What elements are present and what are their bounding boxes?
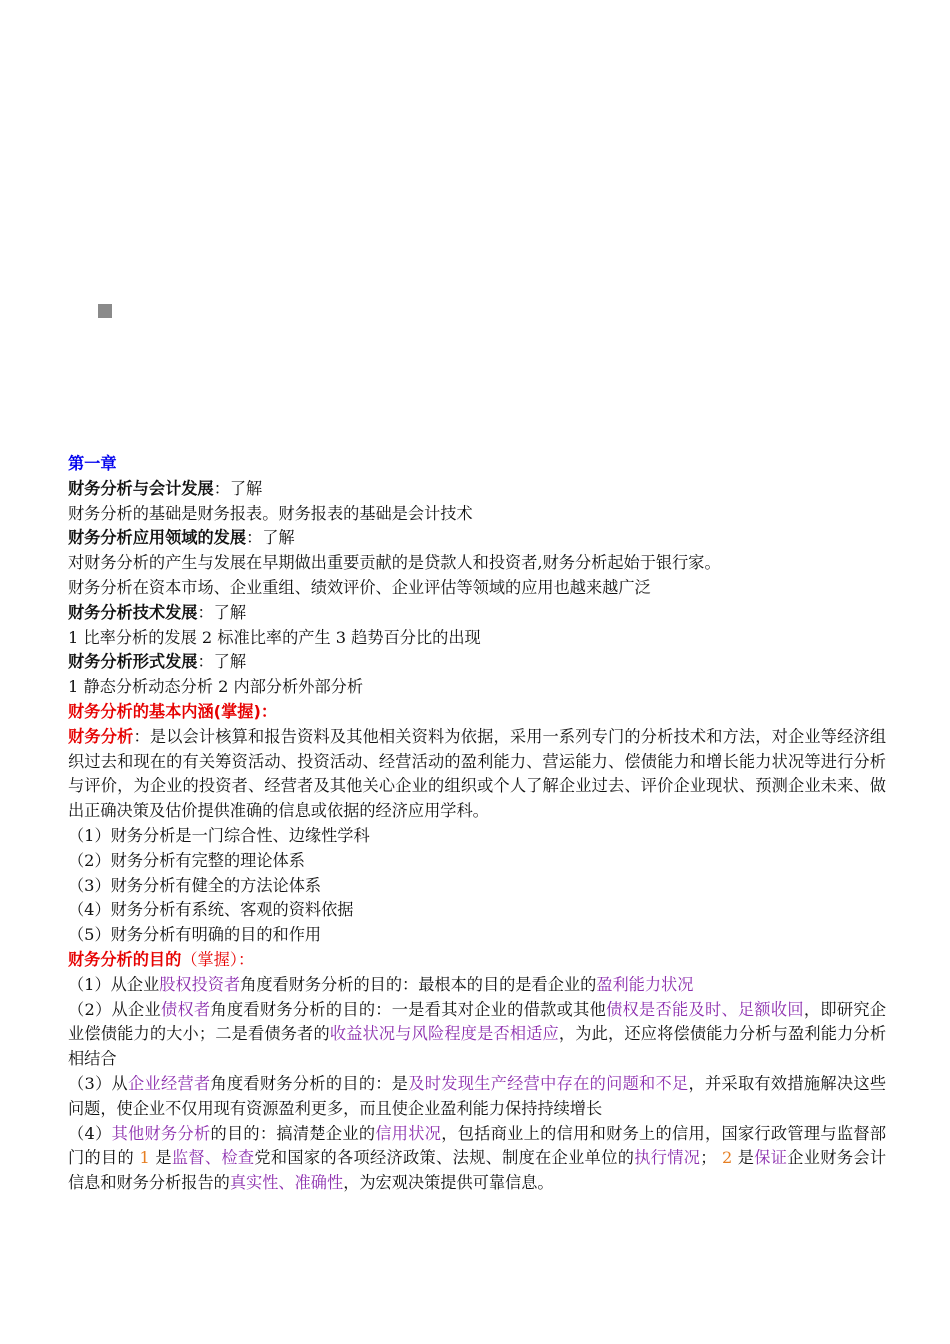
list-item: （2）财务分析有完整的理论体系	[68, 850, 305, 870]
purpose-paragraph-4: （4）其他财务分析的目的：搞清楚企业的信用状况，包括商业上的信用和财务上的信用，国家行政管理与监督部门的目的 1 是监督、检查党和国家的各项经济政策、法规、制度在企业单位的执行情况； 2 是保证企业财务会计信息和财务分析报告的真实性、准确性，为宏观决策提供可靠信息。	[68, 1123, 887, 1193]
section-text: 财务分析在资本市场、企业重组、绩效评价、企业评估等领域的应用也越来越广泛	[68, 577, 651, 597]
bullet-square-icon	[98, 304, 112, 318]
section-heading: 财务分析形式发展：了解	[68, 652, 247, 672]
list-item: （3）财务分析有健全的方法论体系	[68, 875, 322, 895]
list-item: （1）财务分析是一门综合性、边缘性学科	[68, 825, 370, 845]
section-heading: 财务分析应用领域的发展：了解	[68, 528, 295, 548]
section-heading-key: 财务分析的基本内涵(掌握)：	[68, 701, 278, 721]
purpose-paragraph-1: （1）从企业股权投资者角度看财务分析的目的：最根本的目的是看企业的盈利能力状况	[68, 974, 694, 994]
section-heading: 财务分析技术发展：了解	[68, 602, 247, 622]
purpose-paragraph-2: （2）从企业债权者角度看财务分析的目的：一是看其对企业的借款或其他债权是否能及时、足额收回，即研究企业偿债能力的大小；二是看债务者的收益状况与风险程度是否相适应，为此，还应将偿债能力分析与盈利能力分析相结合	[68, 999, 887, 1069]
chapter-title: 第一章	[68, 454, 117, 473]
list-item: （4）财务分析有系统、客观的资料依据	[68, 900, 354, 920]
section-text: 1 静态分析动态分析 2 内部分析外部分析	[68, 677, 364, 697]
section-heading: 财务分析与会计发展：了解	[68, 478, 263, 498]
section-text: 财务分析的基础是财务报表。财务报表的基础是会计技术	[68, 503, 473, 523]
purpose-paragraph-3: （3）从企业经营者角度看财务分析的目的：是及时发现生产经营中存在的问题和不足，并采取有效措施解决这些问题，使企业不仅用现有资源盈利更多，而且使企业盈利能力保持持续增长	[68, 1073, 887, 1118]
section-text: 1 比率分析的发展 2 标准比率的产生 3 趋势百分比的出现	[68, 627, 481, 647]
section-heading-key: 财务分析的目的（掌握）：	[68, 949, 255, 969]
document-body	[68, 452, 886, 1196]
list-item: （5）财务分析有明确的目的和作用	[68, 925, 322, 945]
section-text: 对财务分析的产生与发展在早期做出重要贡献的是贷款人和投资者,财务分析起始于银行家。	[68, 553, 721, 573]
definition-paragraph: 财务分析：是以会计核算和报告资料及其他相关资料为依据，采用一系列专门的分析技术和方法，对企业等经济组织过去和现在的有关筹资活动、投资活动、经营活动的盈利能力、营运能力、偿债能力和增长能力状况等进行分析与评价，为企业的投资者、经营者及其他关心企业的组织或个人了解企业过去、评价企业现状、预测企业未来、做出正确决策及估价提供准确的信息或依据的经济应用学科。	[68, 726, 887, 821]
